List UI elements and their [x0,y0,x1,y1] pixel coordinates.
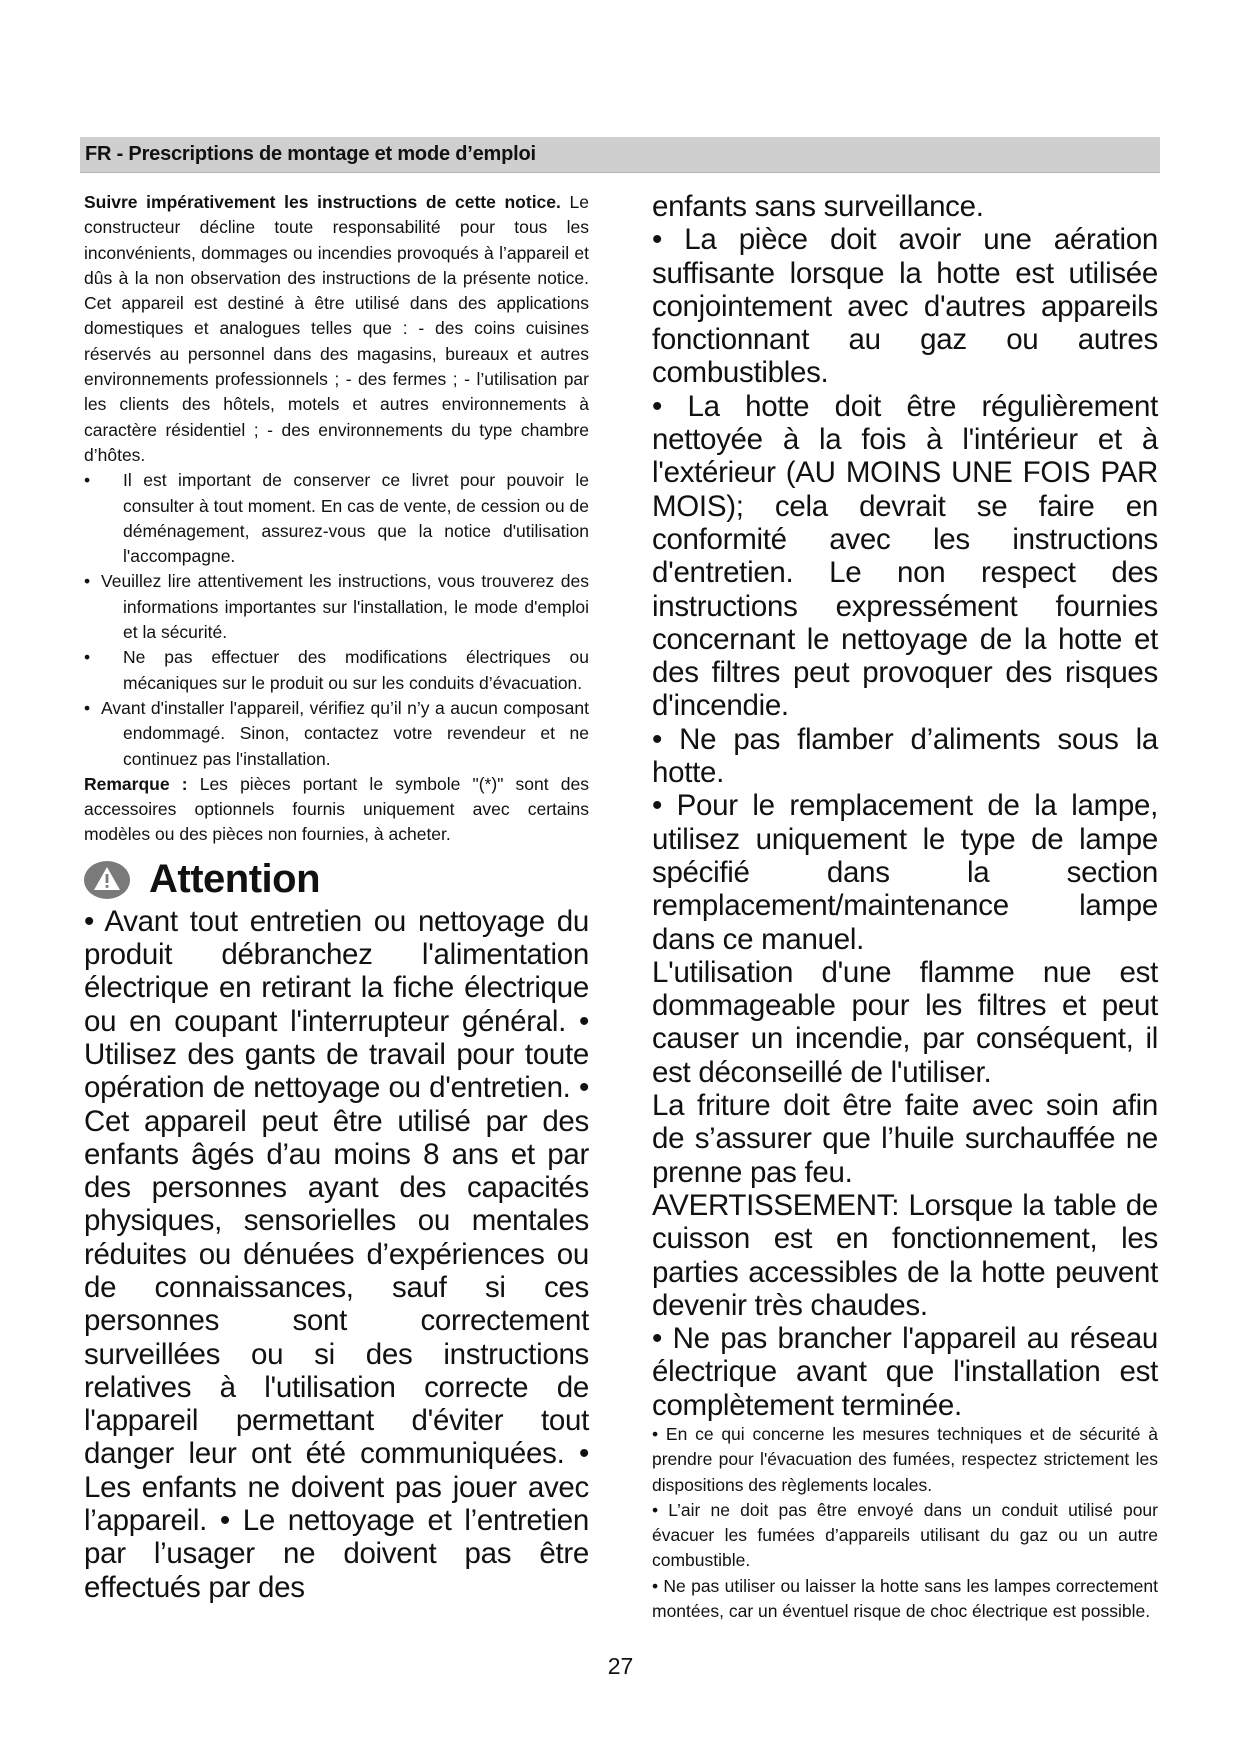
bullet-symbol: • [84,470,91,491]
paragraph: enfants sans surveillance. [652,190,984,223]
remark-label: Remarque : [84,773,188,794]
list-item [84,645,589,696]
bullet-symbol: • [84,571,91,592]
attention-title: Attention [149,857,321,902]
intro-text: Le constructeur décline toute responsabilité pour tous les inconvénients, dommages ou incendies provoqués à l’appareil et dûs à la non observation des instructions de la présente notice. Cet appareil est destiné à être utilisé dans des applications domestiques et analogues telles que : - des coins cuisines réservés au personnel dans des magasins, bureaux et autres environnements professionnels ; - des fermes ; - l’utilisation par les clients des hôtels, motels et autres environnements à caractère résidentiel ; - des environnements du type chambre d’hôtes. [84,192,590,465]
bullet-symbol: • [84,647,91,668]
list-item [84,696,589,772]
paragraph: AVERTISSEMENT: Lorsque la table de cuisson est en fonctionnement, les parties accessibles de la hotte peuvent devenir très chaudes. [652,1188,1158,1322]
paragraph: • Ne pas brancher l'appareil au réseau électrique avant que l'installation est complètement terminée. [652,1322,1158,1422]
list-item [84,468,589,569]
left-column [84,190,589,1604]
list-item [84,569,589,645]
paragraph: • En ce qui concerne les mesures techniques et de sécurité à prendre pour l'évacuation des fumées, respectez strictement les dispositions des règlements locales. [652,1423,1158,1495]
paragraph: • Ne pas utiliser ou laisser la hotte sans les lampes correctement montées, car un éventuel risque de choc électrique est possible. [652,1575,1158,1622]
list-item-text: Ne pas effectuer des modifications électriques ou mécaniques sur le produit ou sur les conduits d’évacuation. [123,647,589,693]
right-column [652,190,1158,1624]
remark-text: Les pièces portant le symbole "(*)" sont des accessoires optionnels fournis uniquement avec certains modèles ou des pièces non fournies, à acheter. [84,773,589,845]
intro-paragraph [84,190,589,468]
list-item-text: Il est important de conserver ce livret pour pouvoir le consulter à tout moment. En cas de vente, de cession ou de déménagement, assurez-vous que la notice d'utilisation l'accompagne. [123,470,589,567]
list-item-text: Avant d'installer l'appareil, vérifiez qu’il n’y a aucun composant endommagé. Sinon, contactez votre revendeur et ne continuez pas l'installation. [101,697,589,769]
list-item-text: Veuillez lire attentivement les instructions, vous trouverez des informations importantes sur l'installation, le mode d'emploi et la sécurité. [101,571,589,643]
paragraph: L'utilisation d'une flamme nue est dommageable pour les filtres et peut causer un incendie, par conséquent, il est déconseillé de l'utiliser. [652,955,1158,1089]
paragraph: • La pièce doit avoir une aération suffisante lorsque la hotte est utilisée conjointement avec d'autres appareils fonctionnant au gaz ou autres combustibles. [652,223,1158,390]
paragraph: • L’air ne doit pas être envoyé dans un conduit utilisé pour évacuer les fumées d’appareils utilisant du gaz ou un autre combustible. [652,1499,1158,1571]
intro-bold-lead: Suivre impérativement les instructions de cette notice. [84,192,561,212]
attention-text: • Avant tout entretien ou nettoyage du produit débranchez l'alimentation électrique en retirant la fiche électrique ou en coupant l'interrupteur général. • Utilisez des gants de travail pour toute opération de nettoyage ou d'entretien. • Cet appareil peut être utilisé par des enfants âgés d’au moins 8 ans et par des personnes ayant des capacités physiques, sensorielles ou mentales réduites ou dénuées d’expériences ou de connaissances, sauf si ces personnes sont correctement surveillées ou si des instructions relatives à l'utilisation correcte de l'appareil permettant d'éviter tout danger leur ont été communiquées. • Les enfants ne doivent pas jouer avec l’appareil. • Le nettoyage et l’entretien par l’usager ne doivent pas être effectués par des [84,904,589,1604]
section-title: FR - Prescriptions de montage et mode d’emploi [85,143,536,165]
paragraph: La friture doit être faite avec soin afin de s’assurer que l’huile surchauffée ne prenne pas feu. [652,1089,1158,1189]
attention-heading [84,857,589,903]
info-bullet-list [84,468,589,772]
paragraph: • La hotte doit être régulièrement nettoyée à la fois à l'intérieur et à l'extérieur (AU MOINS UNE FOIS PAR MOIS); cela devrait se faire en conformité avec les instructions d'entretien. Le non respect des instructions expressément fournies concernant le nettoyage de la hotte et des filtres peut provoquer des risques d'incendie. [652,389,1158,723]
section-header-bar [80,137,1160,173]
page-number: 27 [607,1653,634,1679]
remark-paragraph [84,772,589,848]
paragraph: • Ne pas flamber d’aliments sous la hotte. [652,722,1158,790]
paragraph: • Pour le remplacement de la lampe, utilisez uniquement le type de lampe spécifié dans la section remplacement/maintenance lampe dans ce manuel. [652,789,1158,956]
warning-icon [84,861,130,899]
bullet-symbol: • [84,697,91,718]
